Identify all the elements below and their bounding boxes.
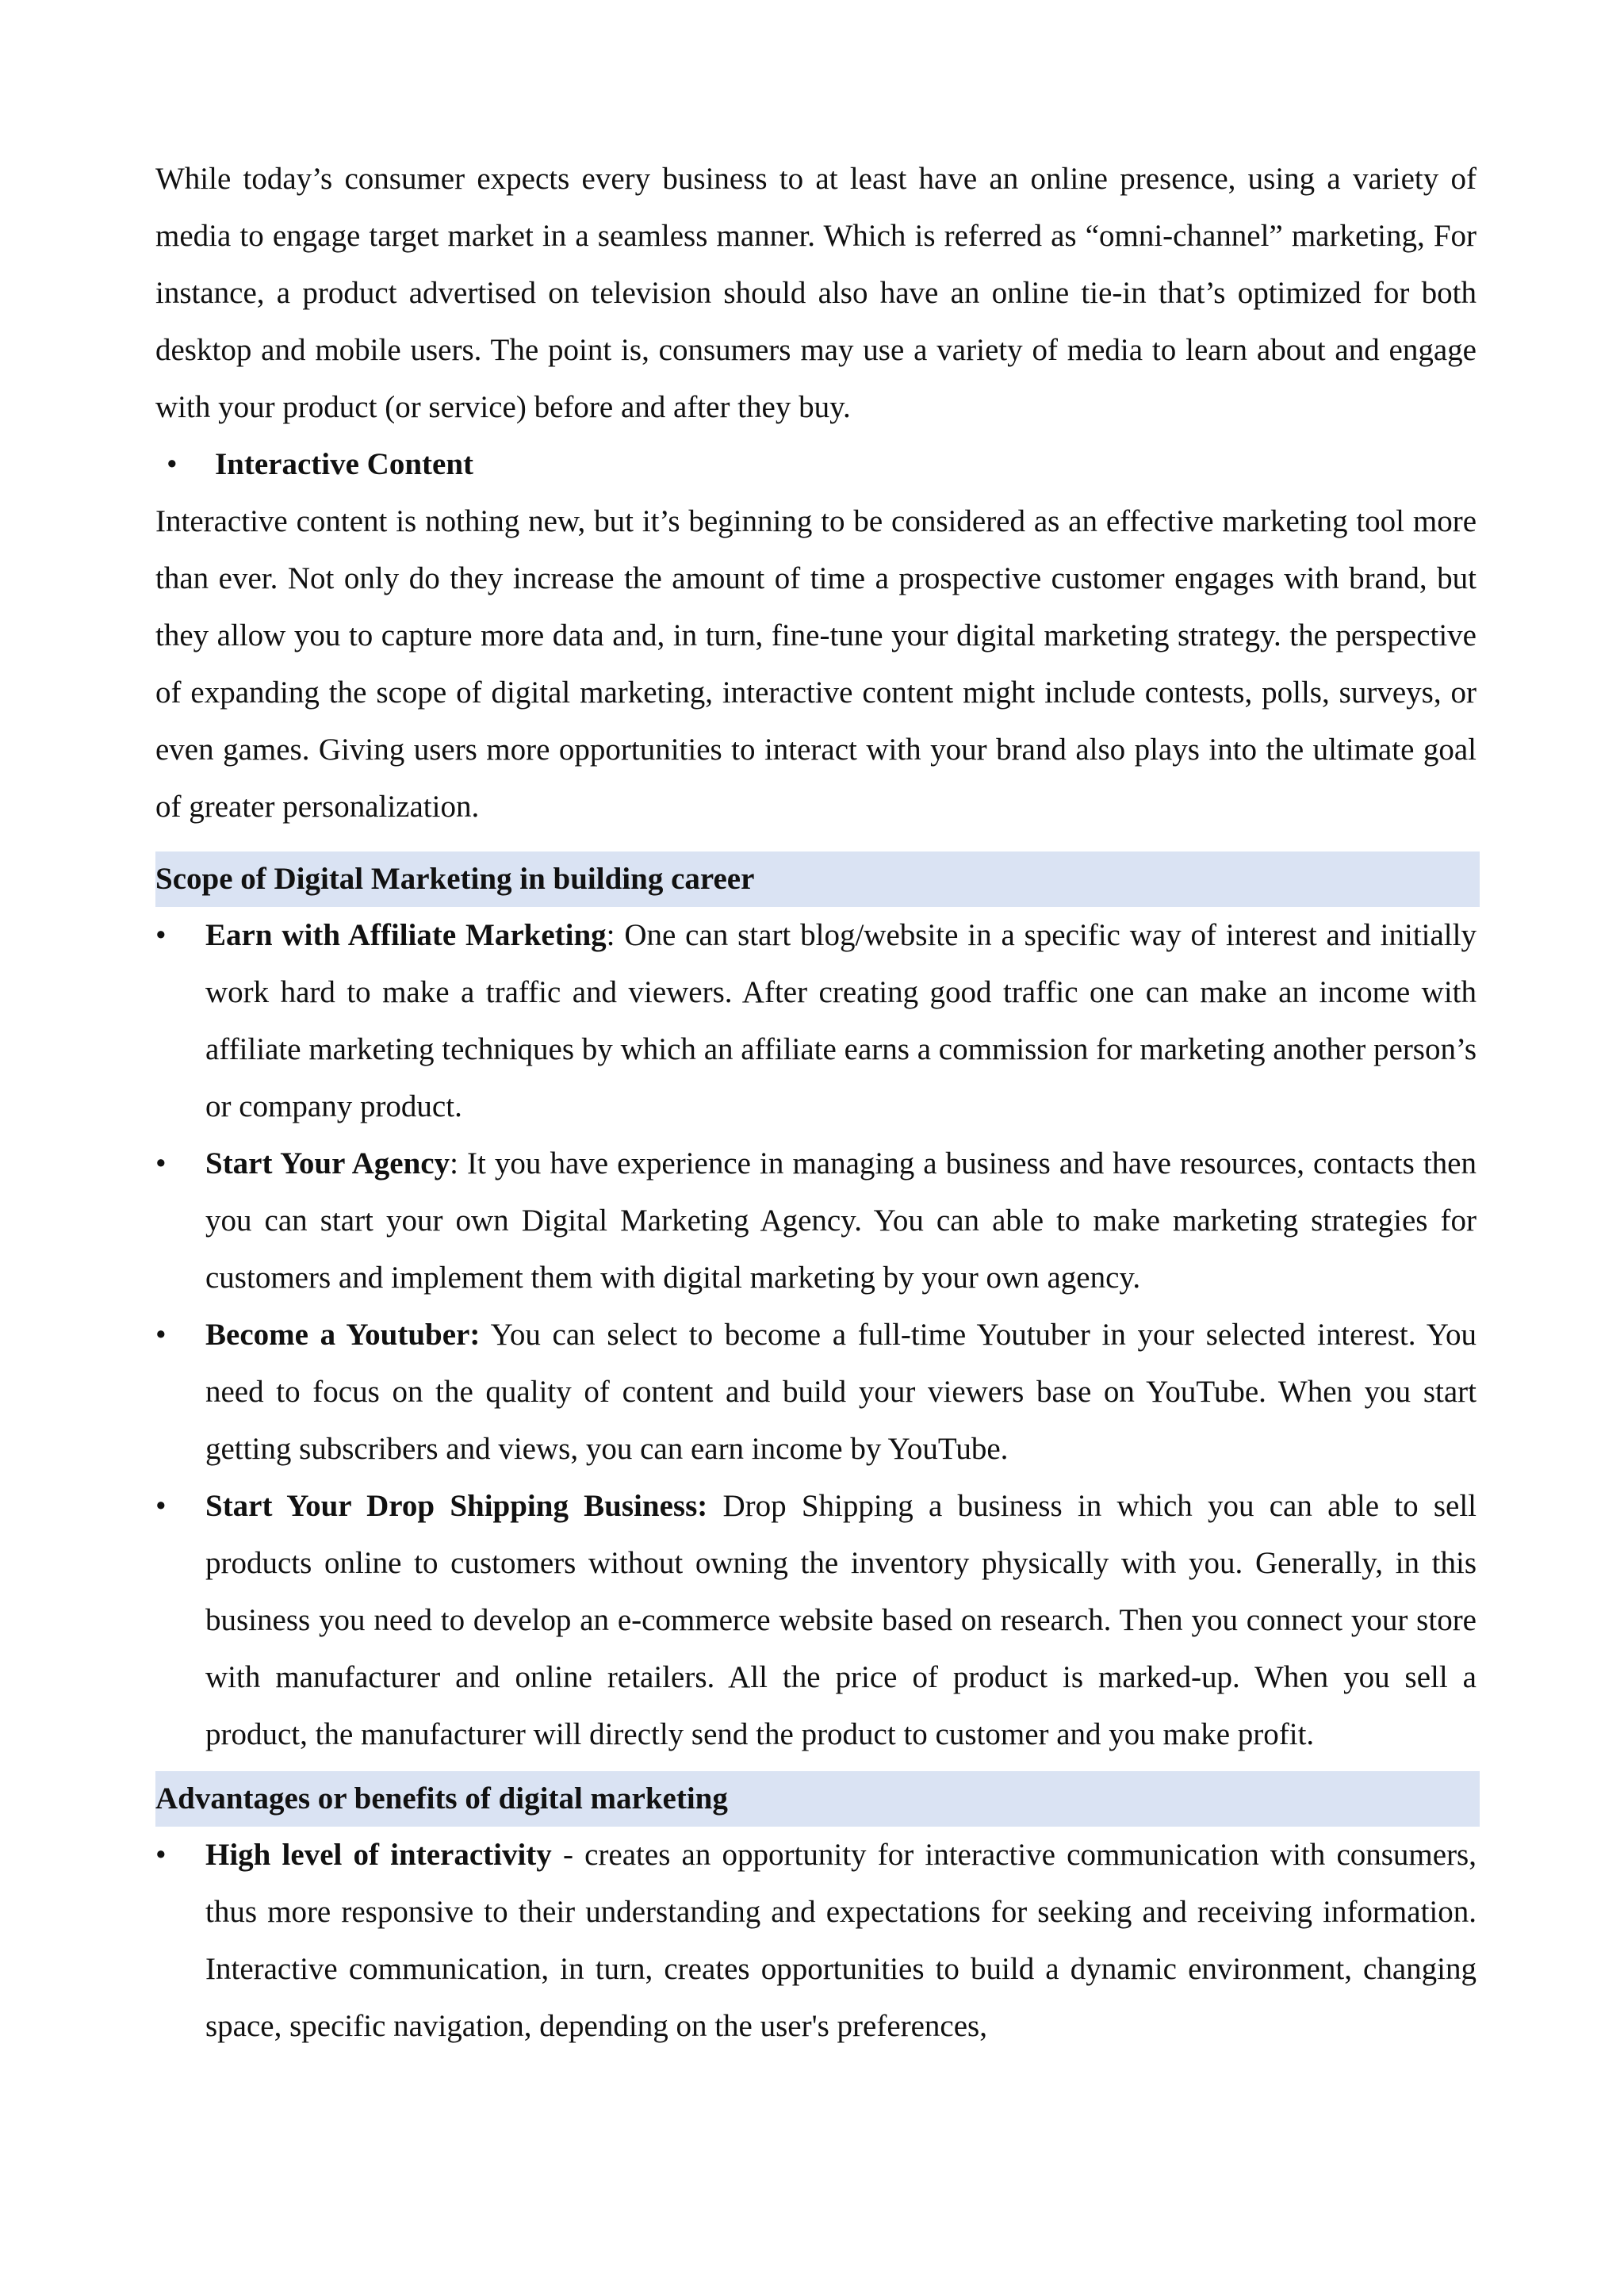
list-item-term: Start Your Drop Shipping Business:: [205, 1489, 708, 1523]
list-item-text: - creates an opportunity for interactive communication with consumers, thus more responsive to their understanding and expectations for seeking and receiving information. Interactive communication, in turn, creates opportunities to build a dynamic environment, changing space, specific navigation, depending on the user's preferences,: [205, 1838, 1477, 2043]
list-item-term: Start Your Agency: [205, 1146, 450, 1181]
advantages-section-heading: Advantages or benefits of digital marketing: [155, 1771, 1480, 1827]
spacer: [155, 1763, 1477, 1771]
list-item-term: Earn with Affiliate Marketing: [205, 918, 607, 952]
bullet-icon: •: [155, 1318, 167, 1352]
list-item: [155, 1135, 1477, 1307]
interactive-content-subheading: [155, 436, 1477, 493]
list-item: [155, 907, 1477, 1135]
bullet-icon: •: [167, 447, 178, 481]
list-item-text: You can select to become a full-time Youtuber in your selected interest. You need to focus on the quality of content and build your viewers base on YouTube. When you start getting subscribers and views, you can earn income by YouTube.: [205, 1318, 1477, 1466]
list-item-text: : It you have experience in managing a business and have resources, contacts then you can start your own Digital Marketing Agency. You can able to make marketing strategies for customers and implement them with digital marketing by your own agency.: [205, 1146, 1477, 1295]
list-item-term: High level of interactivity: [205, 1838, 552, 1872]
bullet-icon: •: [155, 918, 167, 952]
interactive-content-paragraph: Interactive content is nothing new, but it’s beginning to be considered as an effective marketing tool more than ever. Not only do they increase the amount of time a prospective customer engages with brand, but they allow you to capture more data and, in turn, fine-tune your digital marketing strategy. the perspective of expanding the scope of digital marketing, interactive content might include contests, polls, surveys, or even games. Giving users more opportunities to interact with your brand also plays into the ultimate goal of greater personalization.: [155, 504, 1477, 824]
list-item-text: : One can start blog/website in a specific way of interest and initially work hard to make a traffic and viewers. After creating good traffic one can make an income with affiliate marketing techniques by which an affiliate earns a commission for marketing another person’s or company product.: [205, 918, 1477, 1123]
list-item: [155, 1478, 1477, 1763]
list-item: [155, 1827, 1477, 2055]
list-item: [155, 1307, 1477, 1478]
list-item-term: Become a Youtuber:: [205, 1318, 481, 1352]
bullet-icon: •: [155, 1838, 167, 1872]
document-page: [155, 151, 1477, 2055]
bullet-icon: •: [155, 1489, 167, 1523]
omni-channel-paragraph: While today’s consumer expects every business to at least have an online presence, using a variety of media to engage target market in a seamless manner. Which is referred as “omni-channel” marketing, For instance, a product advertised on television should also have an online tie-in that’s optimized for both desktop and mobile users. The point is, consumers may use a variety of media to learn about and engage with your product (or service) before and after they buy.: [155, 162, 1477, 424]
advantages-list: [155, 1827, 1477, 2055]
spacer: [155, 836, 1477, 851]
list-item-text: Drop Shipping a business in which you can able to sell products online to customers without owning the inventory physically with you. Generally, in this business you need to develop an e-commerce website based on research. Then you connect your store with manufacturer and online retailers. All the price of product is marked-up. When you sell a product, the manufacturer will directly send the product to customer and you make profit.: [205, 1489, 1477, 1751]
career-section-heading: Scope of Digital Marketing in building career: [155, 851, 1480, 907]
career-list: [155, 907, 1477, 1763]
bullet-icon: •: [155, 1146, 167, 1181]
interactive-content-title: Interactive Content: [215, 447, 473, 481]
